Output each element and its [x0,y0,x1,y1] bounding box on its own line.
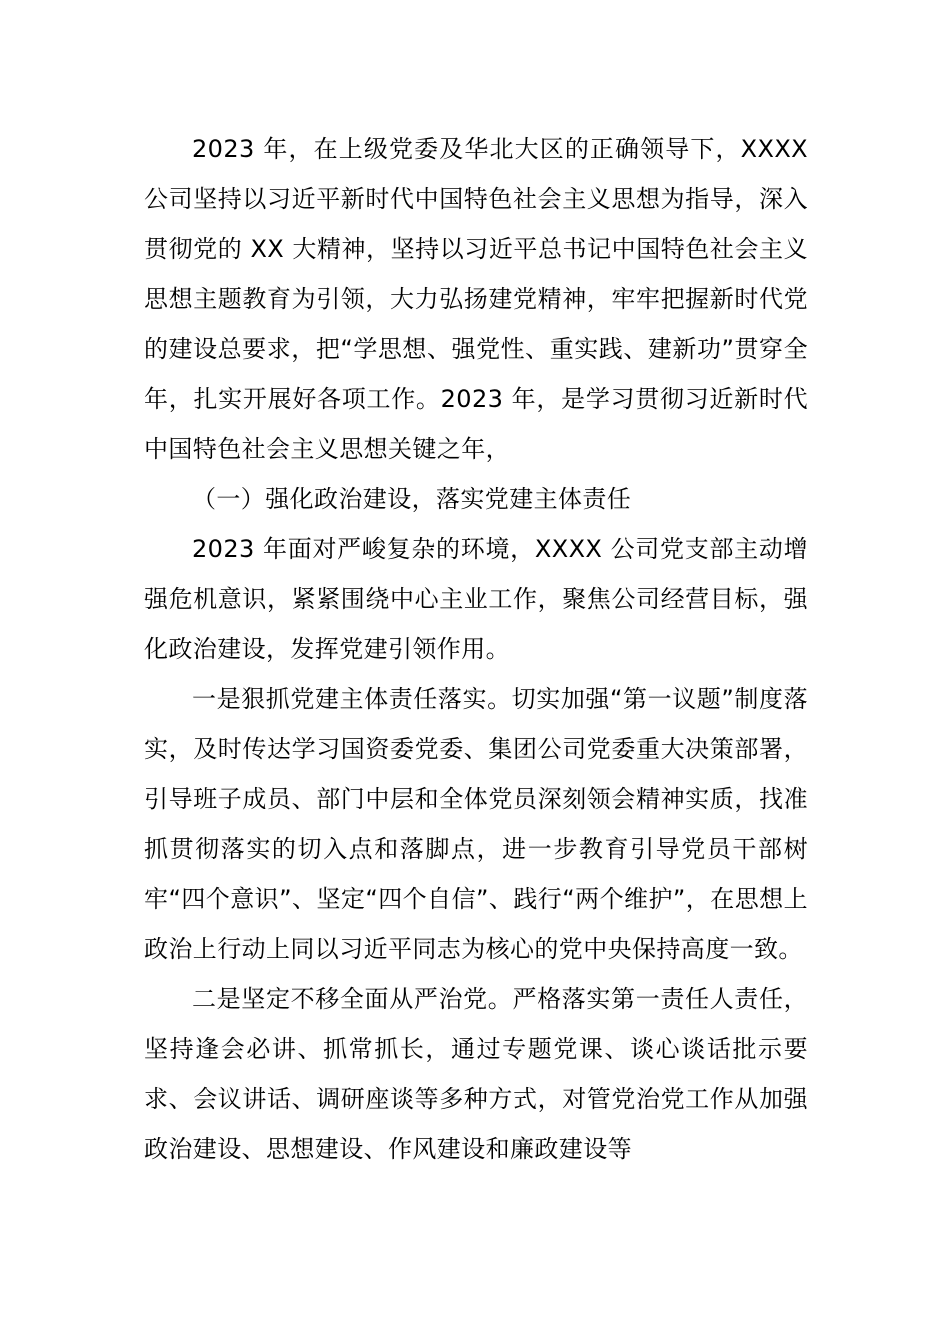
document-body [144,124,808,1174]
section-heading: （一）强化政治建设，落实党建主体责任 [192,485,632,513]
paragraph-intro: 2023 年，在上级党委及华北大区的正确领导下，XXXX 公司坚持以习近平新时代中国特色社会主义思想为指导，深入贯彻党的 XX 大精神，坚持以习近平总书记中国特色社会主义思想主题教育为引领，大力弘扬建党精神，牢牢把握新时代党的建设总要求，把“学思想、强党性、重实践、建新功”贯穿全年，扎实开展好各项工作。2023 年，是学习贯彻习近新时代中国特色社会主义思想关键之年， [144,135,808,463]
paragraph-overview: 2023 年面对严峻复杂的环境，XXXX 公司党支部主动增强危机意识，紧紧围绕中心主业工作，聚焦公司经营目标，强化政治建设，发挥党建引领作用。 [144,535,808,663]
paragraph-point-two: 二是坚定不移全面从严治党。严格落实第一责任人责任，坚持逢会必讲、抓常抓长，通过专题党课、谈心谈话批示要求、会议讲话、调研座谈等多种方式，对管党治党工作从加强政治建设、思想建设、作风建设和廉政建设等 [144,985,808,1163]
paragraph-point-one: 一是狠抓党建主体责任落实。切实加强“第一议题”制度落实，及时传达学习国资委党委、集团公司党委重大决策部署，引导班子成员、部门中层和全体党员深刻领会精神实质，找准抓贯彻落实的切入点和落脚点，进一步教育引导党员干部树牢“四个意识”、坚定“四个自信”、践行“两个维护”，在思想上政治上行动上同以习近平同志为核心的党中央保持高度一致。 [144,685,808,963]
